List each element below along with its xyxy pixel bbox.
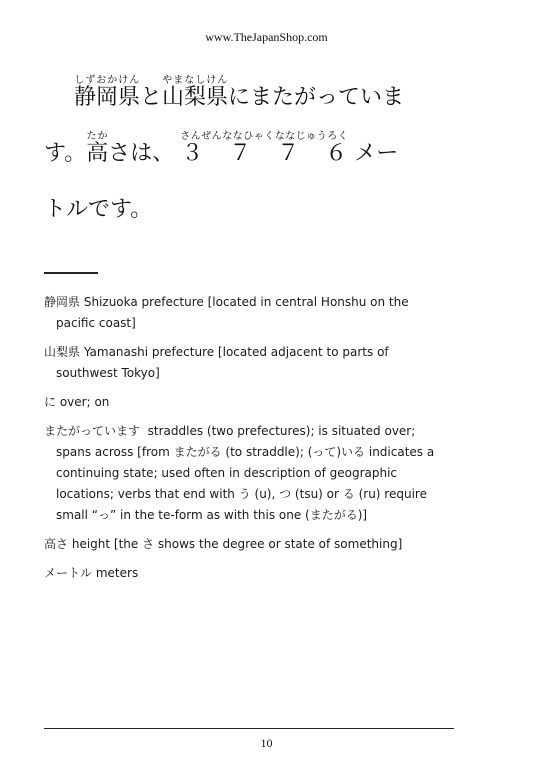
glossary-entry [44,392,449,413]
glossary-entry [44,534,449,555]
furigana: たか [86,131,109,142]
glossary-entry [44,563,449,584]
site-url: www.TheJapanShop.com [205,30,328,44]
glossary-entry [44,421,449,526]
glossary-term: 山梨県 [44,345,81,359]
glossary-definition: meters [95,566,139,580]
furigana: しずおかけん [74,75,141,86]
page-number: 10 [260,736,273,750]
glossary-term: に [44,395,57,409]
footer-rule [44,728,454,729]
glossary-entry [44,342,449,384]
passage-text: す。 [44,141,87,166]
glossary [44,292,449,592]
passage-text: トルです。 [44,197,153,222]
number-3776: ３ ７ ７ ６さんぜんななひゃくななじゅうろく [180,131,349,166]
word-shizuoka: 静岡県しずおかけん [74,75,141,110]
glossary-definition: straddles (two prefectures); is situated over; spans across [from またがる (to straddle); (って)いる indicates a continuing state; used often in description of geographic locations; verbs that end with う (u), つ (tsu) or る (ru) require small “っ” in the te-form as with this one (またがる)] [56,424,435,522]
passage-text: にまたがっていま [228,85,405,110]
word-taka: 高たか [86,131,109,166]
passage-text: と [140,85,163,110]
passage-line-3 [44,182,449,238]
glossary-definition: Yamanashi prefecture [located adjacent to parts of southwest Tokyo] [56,345,389,380]
glossary-term: 高さ [44,537,69,551]
glossary-definition: Shizuoka prefecture [located in central Honshu on the pacific coast] [56,295,409,330]
glossary-definition: height [the さ shows the degree or state of something] [71,537,403,551]
glossary-entry [44,292,449,334]
passage-line-1 [44,70,449,126]
passage-text: メー [354,141,399,166]
passage-line-2 [44,126,449,182]
glossary-term: 静岡県 [44,295,81,309]
furigana: さんぜんななひゃくななじゅうろく [180,131,349,142]
glossary-term: メートル [44,566,93,580]
glossary-term: またがっています [44,424,141,438]
glossary-definition: over; on [59,395,110,409]
section-divider [44,272,98,274]
passage-text: さは、 [108,141,175,166]
furigana: やまなしけん [162,75,229,86]
word-yamanashi: 山梨県やまなしけん [162,75,229,110]
